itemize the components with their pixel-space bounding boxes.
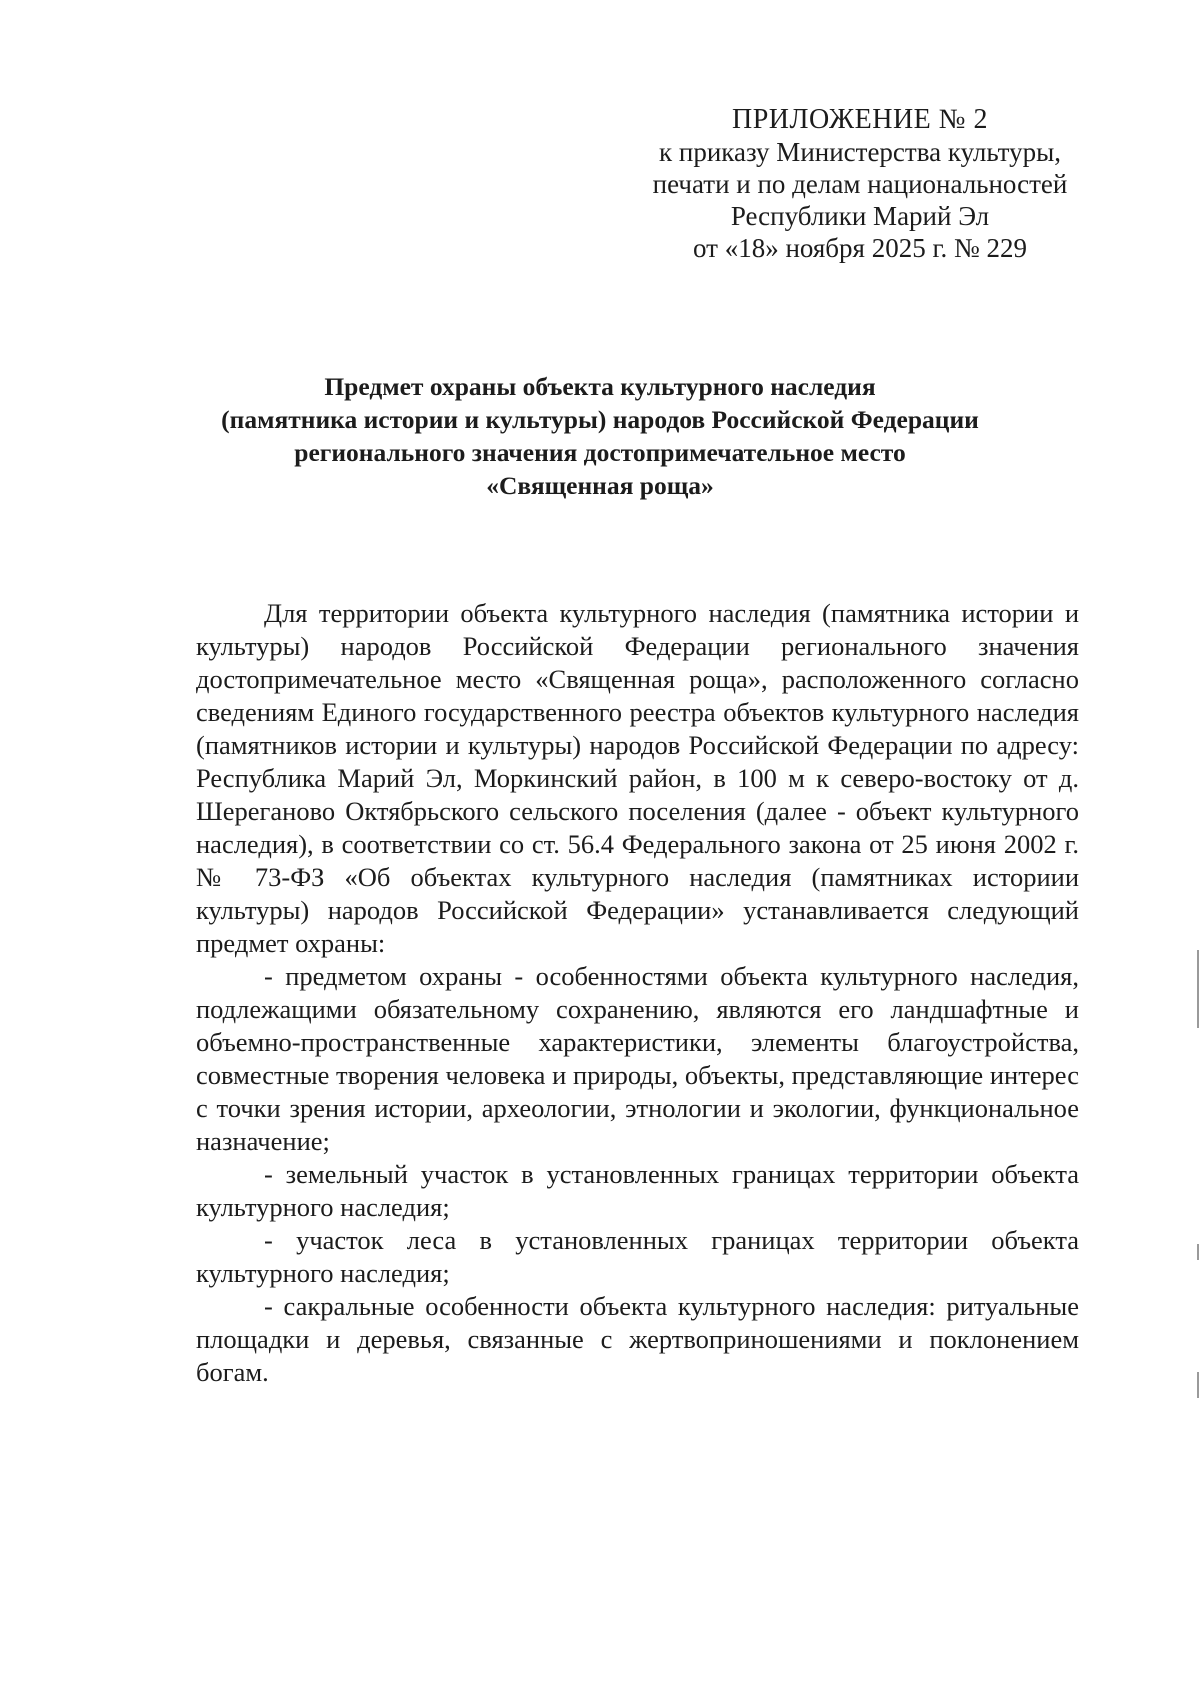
heading-line: (памятника истории и культуры) народов Российской Федерации bbox=[221, 405, 979, 434]
heading-line: «Священная роща» bbox=[486, 471, 714, 500]
attachment-line: печати и по делам национальностей bbox=[652, 169, 1068, 199]
scan-edge-mark bbox=[1197, 1372, 1199, 1398]
list-item: - земельный участок в установленных границах территории объекта культурного наследия; bbox=[196, 1159, 1079, 1222]
attachment-line: Республики Марий Эл bbox=[730, 201, 990, 231]
list-item: - сакральные особенности объекта культурного наследия: ритуальные площадки и деревья, связанные с жертвоприношениями и поклонением богам. bbox=[196, 1291, 1079, 1387]
list-item: - предметом охраны - особенностями объекта культурного наследия, подлежащими обязательному сохранению, являются его ландшафтные и объемно-пространственные характеристики, элементы благоустройства, совместные творения человека и природы, объекты, представляющие интерес с точки зрения истории, археологии, этнологии и экологии, функциональное назначение; bbox=[196, 961, 1079, 1156]
document-body bbox=[196, 597, 1079, 1389]
attachment-title: ПРИЛОЖЕНИЕ № 2 bbox=[732, 104, 988, 135]
attachment-line: к приказу Министерства культуры, bbox=[659, 137, 1061, 167]
intro-paragraph: Для территории объекта культурного наследия (памятника истории и культуры) народов Российской Федерации регионального значения достопримечательное место «Священная роща», расположенного согласно сведениям Единого государственного реестра объектов культурного наследия (памятников истории и культуры) народов Российской Федерации по адресу: Республика Марий Эл, Моркинский район, в 100 м к северо-востоку от д. Шереганово Октябрьского сельского поселения (далее - объект культурного наследия), в соответствии со ст. 56.4 Федерального закона от 25 июня 2002 г. № 73-ФЗ «Об объектах культурного наследия (памятниках историии культуры) народов Российской Федерации» устанавливается следующий предмет охраны: bbox=[196, 598, 1079, 958]
heading-line: регионального значения достопримечательное место bbox=[294, 438, 906, 467]
document-heading bbox=[150, 370, 1050, 502]
heading-line: Предмет охраны объекта культурного наследия bbox=[324, 372, 876, 401]
attachment-date-line: от «18» ноября 2025 г. № 229 bbox=[693, 233, 1027, 263]
attachment-block bbox=[600, 104, 1120, 264]
scan-edge-mark bbox=[1197, 1244, 1199, 1260]
list-item: - участок леса в установленных границах территории объекта культурного наследия; bbox=[196, 1225, 1079, 1288]
scan-edge-mark bbox=[1197, 950, 1199, 1028]
